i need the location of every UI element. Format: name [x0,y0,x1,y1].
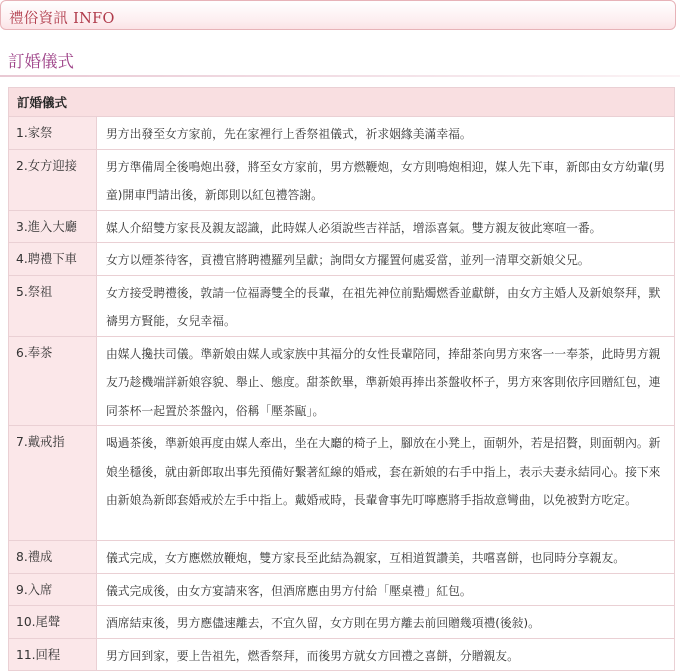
category-header [0,0,676,30]
step-label: 11.回程 [9,638,97,671]
step-label: 2.女方迎接 [9,149,97,210]
step-description: 男方準備周全後鳴炮出發，將至女方家前，男方燃鞭炮，女方則鳴炮相迎，媒人先下車，新郎由女方幼輩(男童)開車門請出後，新郎則以紅包禮答謝。 [97,149,675,210]
table-row [9,243,675,276]
step-description: 酒席結束後，男方應儘速離去，不宜久留，女方則在男方離去前回贈幾項禮(後敍)。 [97,606,675,639]
step-description: 男方出發至女方家前，先在家裡行上香祭祖儀式，祈求姻緣美滿幸福。 [97,117,675,150]
step-description: 喝過茶後，準新娘再度由媒人牽出，坐在大廳的椅子上，腳放在小凳上，面朝外，若是招贅，則面朝內。新娘坐穩後，就由新郎取出事先預備好繫著紅線的婚戒，套在新娘的右手中指上，表示夫妻永結同心。接下來由新娘為新郎套婚戒於左手中指上。戴婚戒時，長輩會事先叮嚀應將手指故意彎曲，以免被對方吃定。 [97,426,675,541]
step-label: 9.入席 [9,573,97,606]
step-description: 女方接受聘禮後，敦請一位福壽雙全的長輩，在祖先神位前點燭燃香並獻餅，由女方主婚人及新娘祭拜，默禱男方賢能，女兒幸福。 [97,275,675,336]
step-label: 4.聘禮下車 [9,243,97,276]
table-row [9,573,675,606]
step-description: 女方以煙茶待客，貢禮官將聘禮羅列呈獻；詢問女方擺置何處妥當，並列一清單交新娘父兄。 [97,243,675,276]
category-title: 禮俗資訊 INFO [9,11,115,27]
section-divider [0,75,680,77]
step-label: 1.家祭 [9,117,97,150]
step-description: 儀式完成後，由女方宴請來客，但酒席應由男方付給「壓桌禮」紅包。 [97,573,675,606]
table-heading: 訂婚儀式 [9,88,675,117]
step-label: 7.戴戒指 [9,426,97,541]
table-row [9,275,675,336]
table-row [9,117,675,150]
step-description: 由媒人攙扶司儀。準新娘由媒人或家族中其福分的女性長輩陪同，捧甜茶向男方來客一一奉茶，此時男方親友乃趁機端詳新娘容貌、舉止、態度。甜茶飲畢，準新娘再捧出茶盤收杯子，男方來客則依序回贈紅包，連同茶杯一起置於茶盤內，俗稱「壓茶甌」。 [97,336,675,426]
table-row [9,149,675,210]
step-label: 6.奉茶 [9,336,97,426]
table-row [9,426,675,541]
step-description: 男方回到家，要上告祖先，燃香祭拜，而後男方就女方回禮之喜餅，分贈親友。 [97,638,675,671]
step-label: 10.尾聲 [9,606,97,639]
table-row [9,336,675,426]
table-row [9,606,675,639]
step-description: 儀式完成，女方應燃放鞭炮，雙方家長至此結為親家，互相道賀讚美，共嚐喜餅，也同時分享親友。 [97,541,675,574]
step-label: 5.祭祖 [9,275,97,336]
section-title: 訂婚儀式 [8,52,74,71]
step-description: 媒人介紹雙方家長及親友認識，此時媒人必須說些吉祥話，增添喜氣。雙方親友彼此寒喧一番。 [97,210,675,243]
engagement-ceremony-table [8,87,675,671]
table-row [9,210,675,243]
table-row [9,541,675,574]
step-label: 8.禮成 [9,541,97,574]
table-row [9,638,675,671]
step-label: 3.進入大廳 [9,210,97,243]
